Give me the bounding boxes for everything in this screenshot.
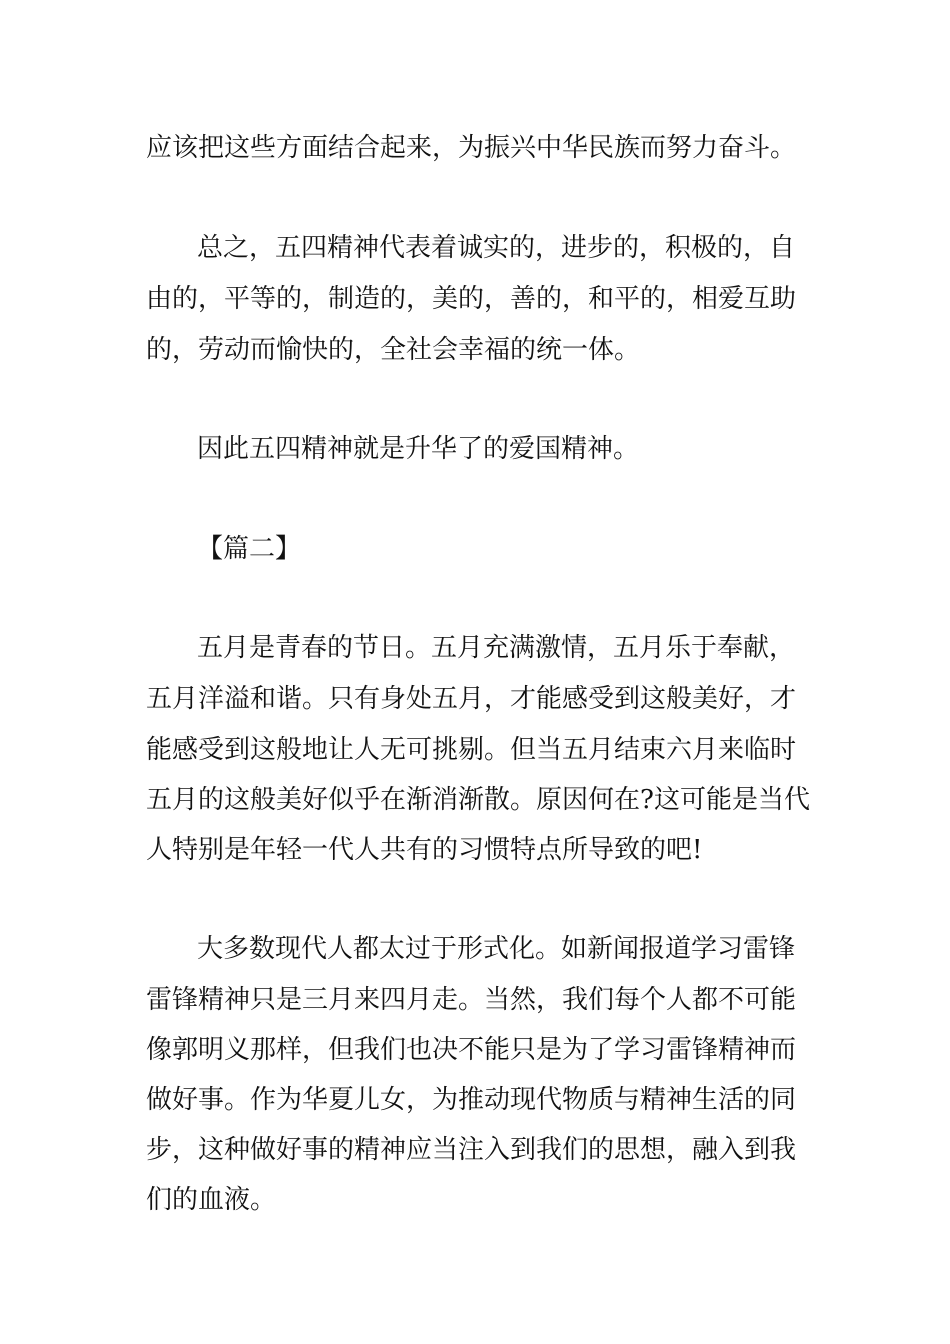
paragraph-line: 应该把这些方面结合起来，为振兴中华民族而努力奋斗。 [146, 133, 797, 163]
paragraph-line: 五月是青春的节日。五月充满激情，五月乐于奉献， [197, 633, 796, 663]
paragraph-line: 五月洋溢和谐。只有身处五月，才能感受到这般美好，才 [146, 684, 797, 714]
paragraph-line: 雷锋精神只是三月来四月走。当然，我们每个人都不可能 [146, 985, 797, 1015]
paragraph-line: 五月的这般美好似乎在渐消渐散。原因何在?这可能是当代 [146, 785, 810, 815]
paragraph-line: 做好事。作为华夏儿女，为推动现代物质与精神生活的同 [146, 1085, 797, 1115]
paragraph-line: 大多数现代人都太过于形式化。如新闻报道学习雷锋 [197, 934, 796, 964]
paragraph-line: 像郭明义那样，但我们也决不能只是为了学习雷锋精神而 [146, 1035, 797, 1065]
paragraph-line: 由的，平等的，制造的，美的，善的，和平的，相爱互助 [146, 284, 797, 314]
paragraph-line: 人特别是年轻一代人共有的习惯特点所导致的吧! [146, 835, 703, 865]
paragraph-line: 的，劳动而愉快的，全社会幸福的统一体。 [146, 335, 641, 365]
paragraph-line: 步，这种做好事的精神应当注入到我们的思想，融入到我 [146, 1135, 797, 1165]
paragraph-line: 总之，五四精神代表着诚实的，进步的，积极的，自 [197, 233, 796, 263]
section-heading: 【篇二】 [197, 534, 302, 564]
paragraph-line: 们的血液。 [146, 1185, 277, 1215]
paragraph-line: 因此五四精神就是升华了的爱国精神。 [197, 434, 640, 464]
paragraph-line: 能感受到这般地让人无可挑剔。但当五月结束六月来临时 [146, 735, 797, 765]
